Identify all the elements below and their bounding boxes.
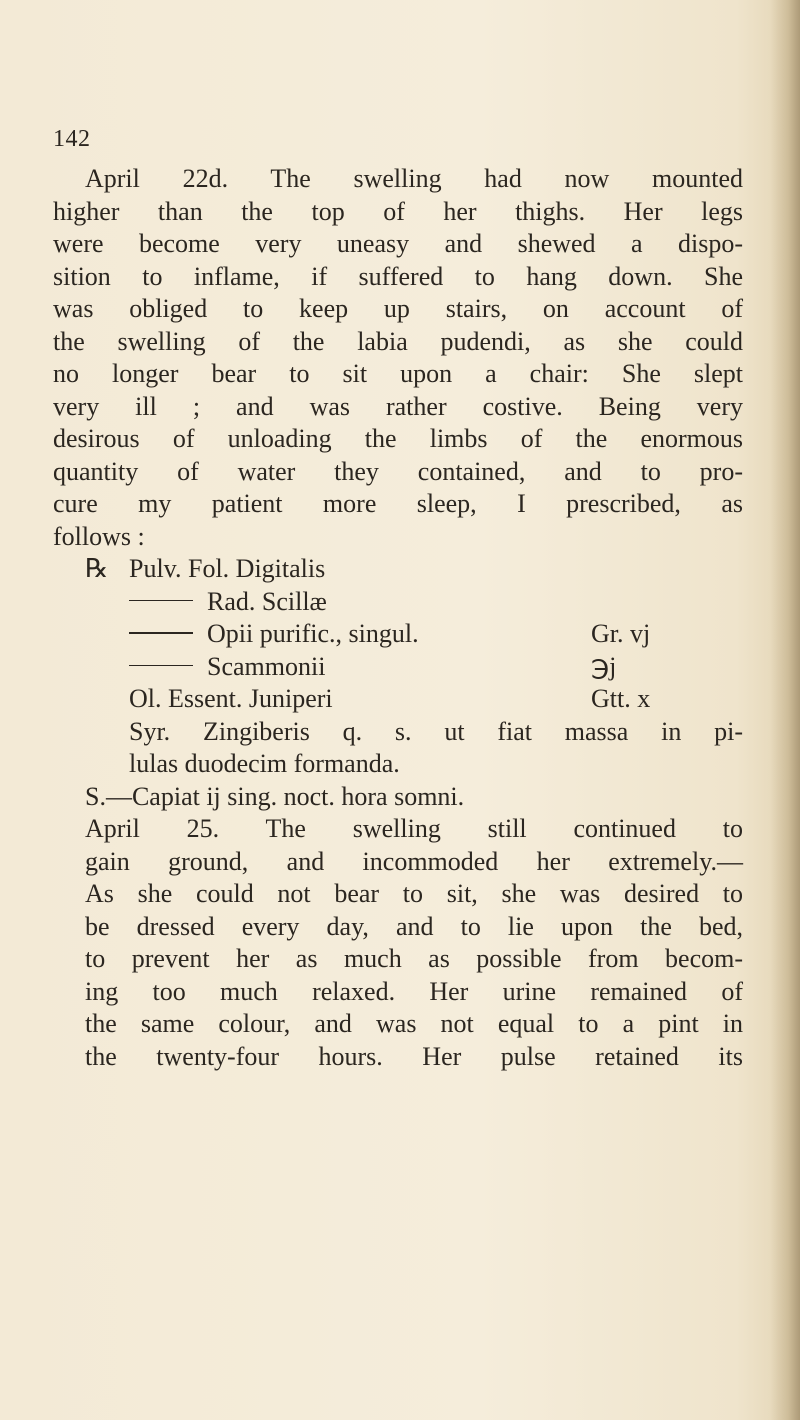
paragraph-april-25 — [53, 813, 743, 1073]
rx-drug: Opii purific., singul. — [207, 619, 419, 648]
page-edge-shadow — [770, 0, 800, 1420]
rx-syrup-line: Syr. Zingiberis q. s. ut fiat massa in pi- — [129, 716, 743, 746]
ditto-dash — [129, 665, 193, 667]
text-line: to prevent her as much as possible from becom- — [85, 944, 743, 973]
text-line: cure my patient more sleep, I prescribed, as — [53, 489, 743, 518]
text-line: be dressed every day, and to lie upon the bed, — [85, 911, 743, 941]
rx-item — [53, 651, 743, 684]
rx-amount: Gr. vj — [591, 619, 651, 648]
rx-item — [53, 553, 743, 586]
rx-amount: ℈j — [591, 651, 617, 681]
rx-drug: Rad. Scillæ — [207, 586, 327, 616]
text-line: very ill ; and was rather costive. Being very — [53, 391, 743, 421]
ditto-dash — [129, 600, 193, 602]
rx-drug: Pulv. Fol. Digitalis — [129, 554, 326, 583]
paragraph-april-22 — [53, 163, 743, 553]
text-line: desirous of unloading the limbs of the enormous — [53, 424, 743, 453]
ditto-dash — [129, 632, 193, 634]
rx-signa: S.—Capiat ij sing. noct. hora somni. — [85, 781, 465, 811]
rx-symbol: ℞ — [85, 554, 109, 583]
page-number: 142 — [53, 126, 91, 152]
rx-syrup-line: lulas duodecim formanda. — [129, 749, 400, 778]
rx-item — [53, 586, 743, 619]
text-line: ing too much relaxed. Her urine remained of — [85, 976, 743, 1006]
text-line: the swelling of the labia pudendi, as she could — [53, 326, 743, 356]
text-line: no longer bear to sit upon a chair: She slept — [53, 359, 743, 388]
text-line: As she could not bear to sit, she was desired to — [85, 879, 743, 908]
rx-drug: Ol. Essent. Juniperi — [129, 684, 333, 713]
text-line: April 22d. The swelling had now mounted — [85, 164, 743, 193]
text-line: gain ground, and incommoded her extremely.— — [85, 846, 743, 876]
rx-drug: Scammonii — [207, 651, 326, 681]
page-text — [53, 163, 743, 1073]
text-line: April 25. The swelling still continued to — [85, 814, 743, 843]
text-line: follows : — [53, 521, 145, 551]
text-line: was obliged to keep up stairs, on account of — [53, 294, 743, 323]
text-line: the twenty-four hours. Her pulse retained its — [85, 1041, 743, 1071]
prescription — [53, 553, 743, 813]
text-line: sition to inflame, if suffered to hang down. She — [53, 261, 743, 291]
text-line: were become very uneasy and shewed a dispo- — [53, 229, 743, 258]
rx-amount: Gtt. x — [591, 684, 651, 713]
text-line: the same colour, and was not equal to a pint in — [85, 1009, 743, 1038]
text-line: higher than the top of her thighs. Her legs — [53, 196, 743, 226]
rx-item — [53, 683, 743, 716]
rx-item — [53, 618, 743, 651]
text-line: quantity of water they contained, and to pro- — [53, 456, 743, 486]
